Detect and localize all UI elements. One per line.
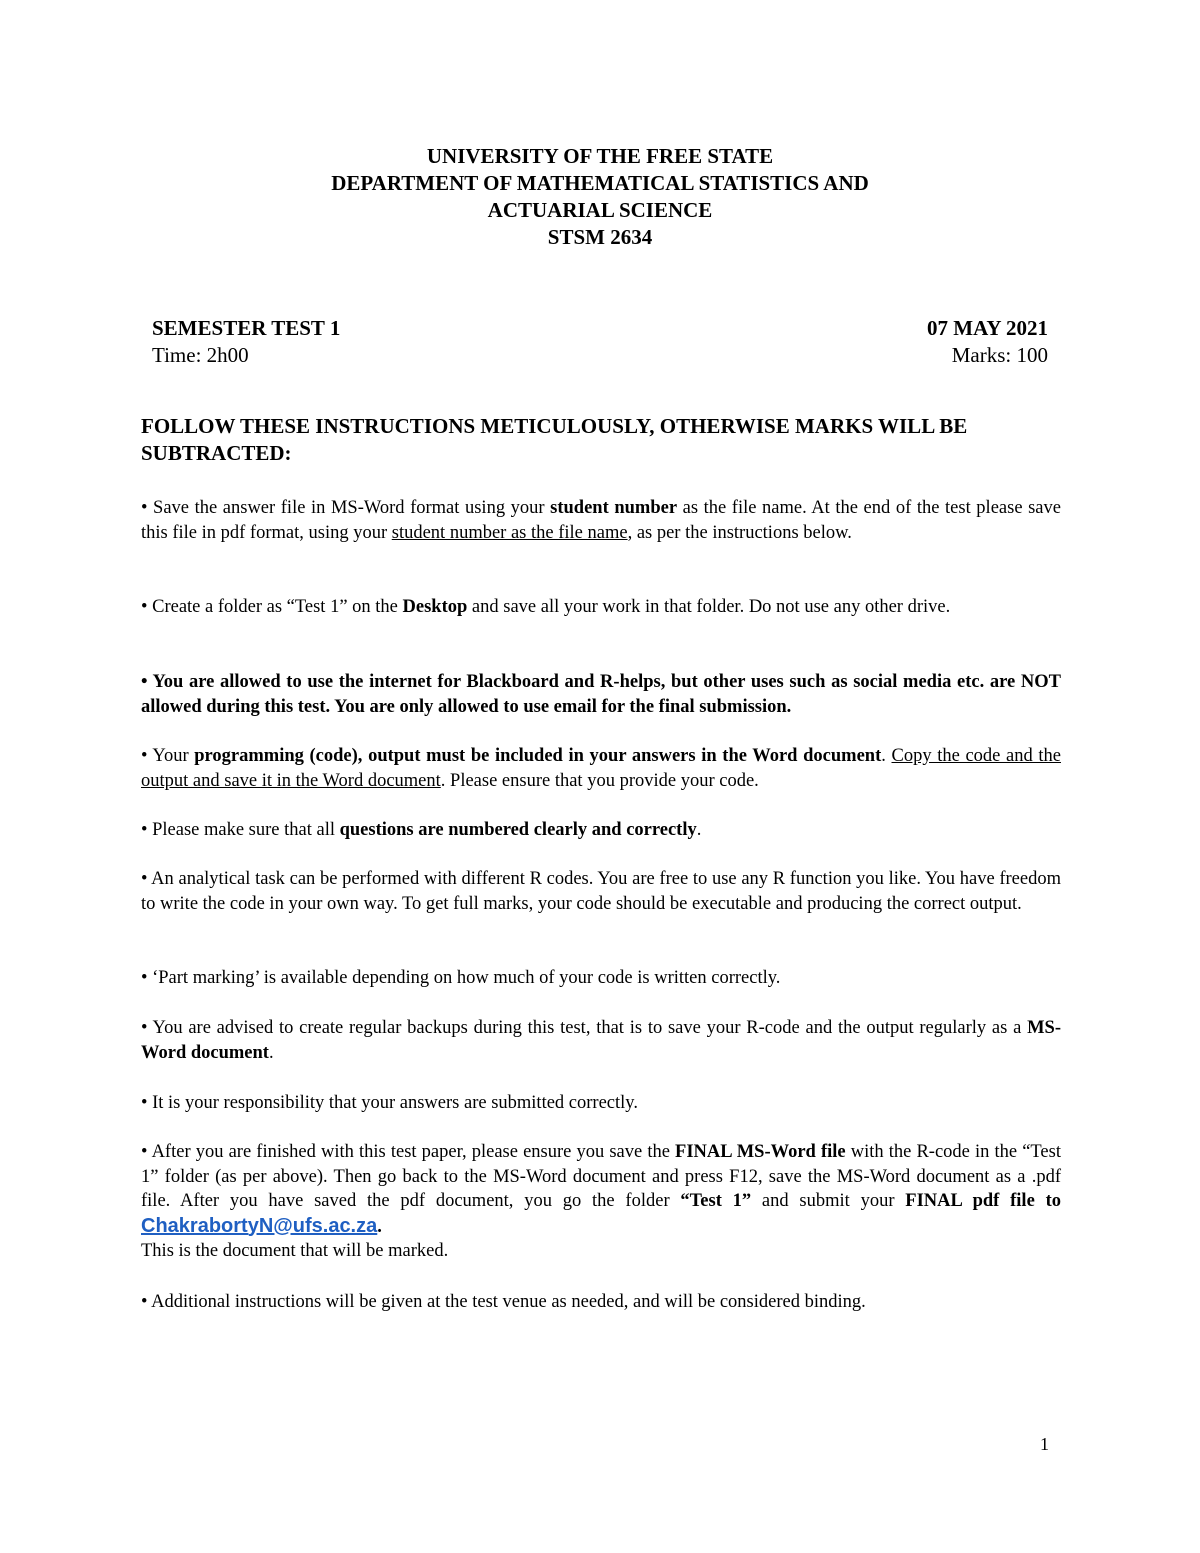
department-name: DEPARTMENT OF MATHEMATICAL STATISTICS AND (331, 171, 869, 195)
instruction-create-folder: • Create a folder as “Test 1” on the Desktop and save all your work in that folder. Do not use any other drive. (141, 597, 951, 617)
instruction-save-file: • Save the answer file in MS-Word format using your student number as the file name. At the end of the test please save this file in pdf format, using your student number as the file name, as per the instructions below. (141, 498, 1061, 543)
department-name-continued: ACTUARIAL SCIENCE (487, 198, 713, 222)
instruction-responsibility: • It is your responsibility that your answers are submitted correctly. (141, 1093, 638, 1113)
instruction-additional: • Additional instructions will be given at the test venue as needed, and will be considered binding. (141, 1292, 866, 1312)
test-title-row (152, 315, 1048, 342)
instruction-submission: • After you are finished with this test paper, please ensure you save the FINAL MS-Word file with the R-code in the “Test 1” folder (as per above). Then go back to the MS-Word document and press F12, save the MS-Word document as a .pdf file. After you have saved the pdf document, you go the folder “Test 1” and submit your FINAL pdf file to ChakrabortyN@ufs.ac.za. This is the document that will be marked. (141, 1140, 1061, 1264)
instruction-analytical-task: • An analytical task can be performed with different R codes. You are free to use any R function you like. You have freedom to write the code in your own way. To get full marks, your code should be executable and producing the correct output. (141, 869, 1061, 914)
instructions-heading: FOLLOW THESE INSTRUCTIONS METICULOUSLY, OTHERWISE MARKS WILL BE SUBTRACTED: (141, 414, 968, 465)
test-date: 07 MAY 2021 (927, 316, 1048, 340)
instruction-numbering: • Please make sure that all questions are numbered clearly and correctly. (141, 820, 702, 840)
document-header (0, 143, 1200, 251)
test-title: SEMESTER TEST 1 (152, 316, 341, 340)
university-name: UNIVERSITY OF THE FREE STATE (426, 144, 774, 168)
instruction-part-marking: • ‘Part marking’ is available depending on how much of your code is written correctly. (141, 968, 781, 988)
test-info-row (152, 342, 1048, 369)
instruction-internet-use: • You are allowed to use the internet for Blackboard and R-helps, but other uses such as social media etc. are NOT allowed during this test. You are only allowed to use email for the final submission. (141, 672, 1061, 717)
course-code: STSM 2634 (547, 225, 653, 249)
page-number: 1 (1040, 1434, 1049, 1454)
test-marks: Marks: 100 (951, 343, 1048, 367)
instruction-backups: • You are advised to create regular backups during this test, that is to save your R-code and the output regularly as a MS-Word document. (141, 1018, 1061, 1063)
marked-document-note: This is the document that will be marked. (141, 1241, 449, 1261)
submission-email-link[interactable]: ChakrabortyN@ufs.ac.za (141, 1214, 378, 1237)
instruction-include-code: • Your programming (code), output must be included in your answers in the Word document. Copy the code and the output and save it in the Word document. Please ensure that you provide your code. (141, 746, 1061, 791)
test-time: Time: 2h00 (152, 343, 249, 367)
